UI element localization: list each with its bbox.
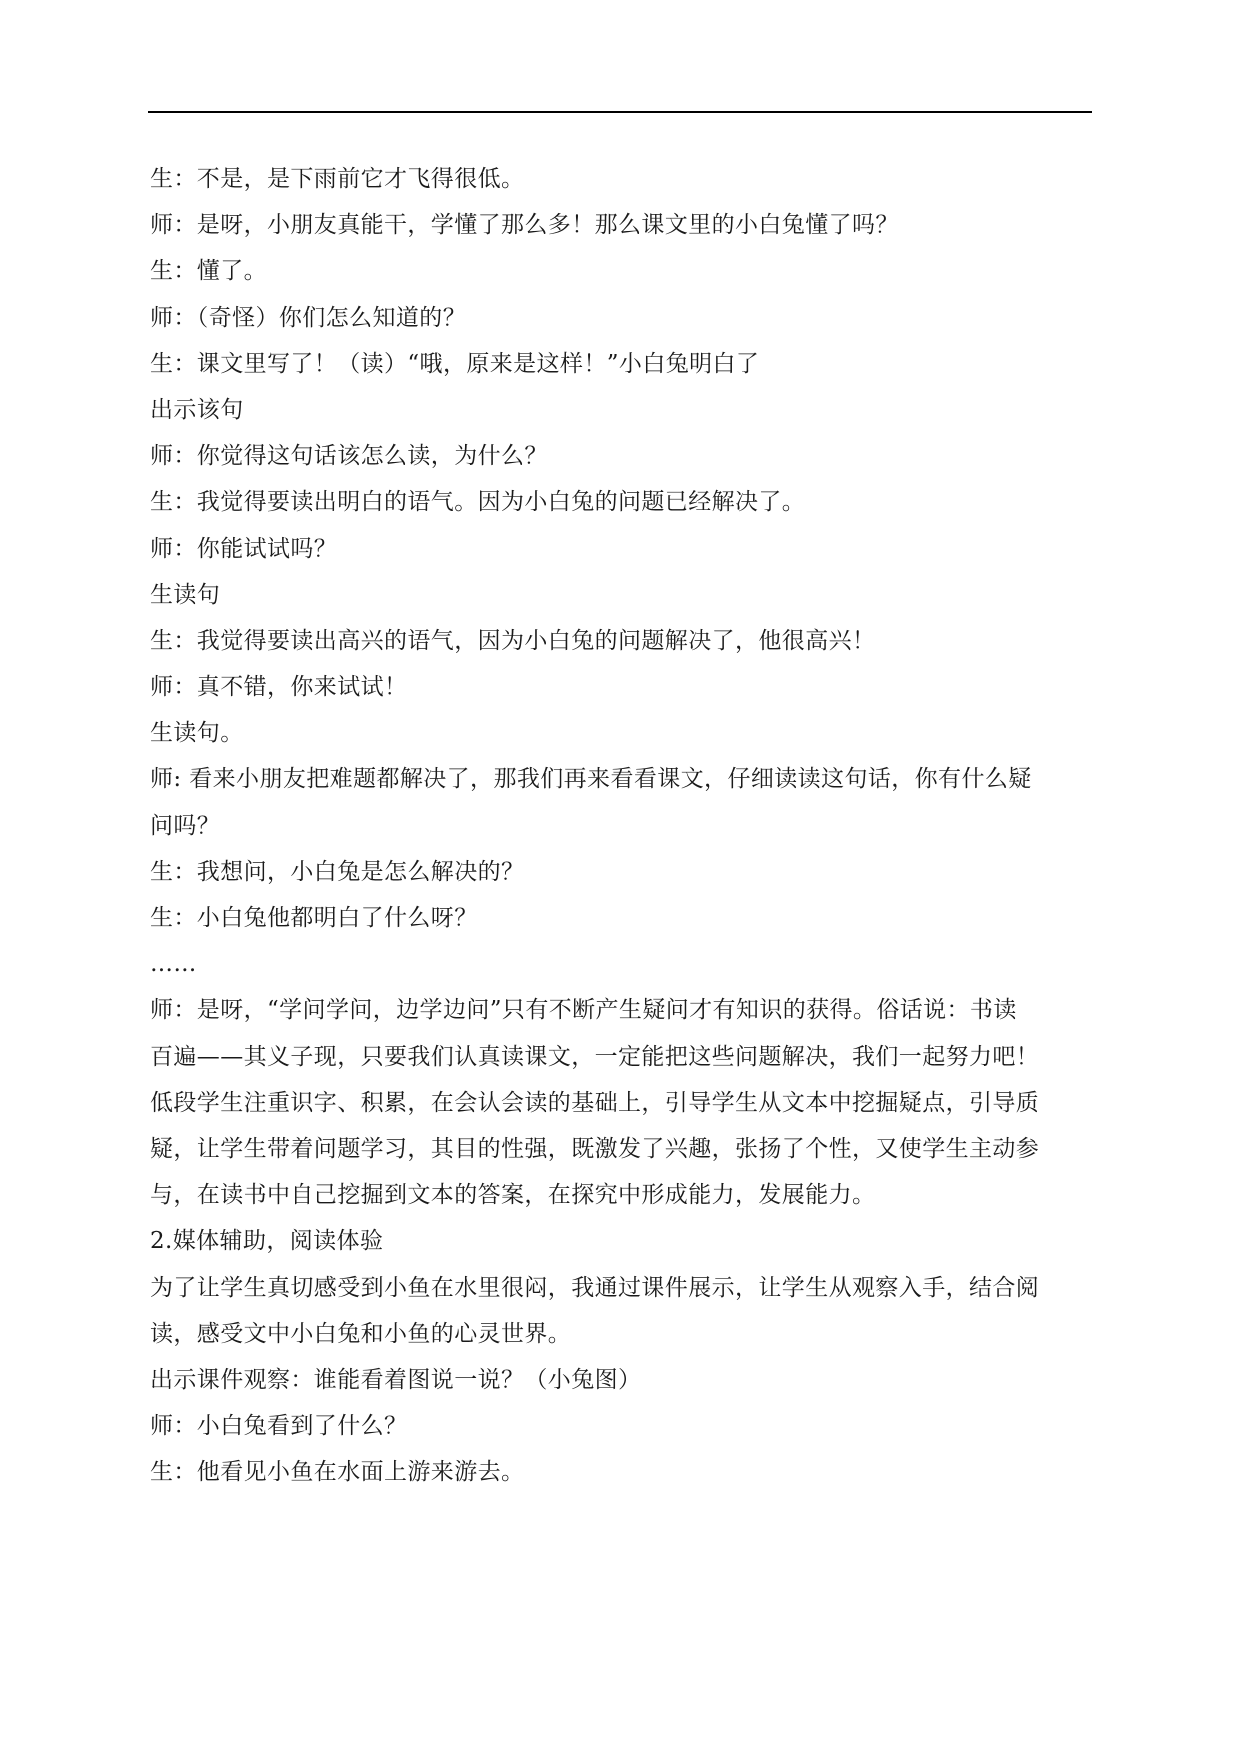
text-line: 百遍——其义子现，只要我们认真读课文，一定能把这些问题解决，我们一起努力吧！ — [150, 1043, 1040, 1070]
text-line: 师：你能试试吗？ — [150, 535, 338, 562]
text-line: 为了让学生真切感受到小鱼在水里很闷，我通过课件展示，让学生从观察入手，结合阅 — [150, 1274, 1040, 1301]
text-line: 生：小白兔他都明白了什么呀？ — [150, 905, 478, 931]
document-body — [150, 156, 1094, 1495]
text-line: 生：他看见小鱼在水面上游来游去。 — [150, 1459, 525, 1486]
section-heading: 2.媒体辅助，阅读体验 — [150, 1228, 384, 1255]
text-line: 师：（奇怪）你们怎么知道的？ — [150, 304, 467, 331]
text-line: 师：是呀，“学问学问，边学边问”只有不断产生疑问才有知识的获得。俗话说：书读 — [150, 997, 1017, 1024]
text-line: 师：你觉得这句话该怎么读，为什么？ — [150, 443, 548, 470]
text-line: 生：课文里写了！（读）“哦，原来是这样！”小白兔明白了 — [150, 350, 760, 377]
text-line: 出示课件观察：谁能看着图说一说？（小兔图） — [150, 1366, 642, 1393]
text-line: 疑，让学生带着问题学习，其目的性强，既激发了兴趣，张扬了个性，又使学生主动参 — [150, 1135, 1040, 1162]
text-line: 师：真不错，你来试试！ — [150, 674, 408, 701]
text-line: 问吗？ — [150, 812, 221, 839]
text-line: 生：我觉得要读出高兴的语气，因为小白兔的问题解决了，他很高兴！ — [150, 627, 876, 654]
text-line: 与，在读书中自己挖掘到文本的答案，在探究中形成能力，发展能力。 — [150, 1182, 876, 1209]
text-line: 师: 看来小朋友把难题都解决了，那我们再来看看课文，仔细读读这句话，你有什么疑 — [150, 766, 1032, 793]
text-line: 生读句 — [150, 581, 221, 608]
text-line: 师：小白兔看到了什么？ — [150, 1413, 408, 1440]
text-line: …… — [150, 951, 197, 978]
text-line: 生：我想问，小白兔是怎么解决的？ — [150, 858, 525, 885]
header-rule — [148, 111, 1092, 113]
text-line: 生：我觉得要读出明白的语气。因为小白兔的问题已经解决了。 — [150, 489, 806, 516]
text-line: 生：不是，是下雨前它才飞得很低。 — [150, 166, 525, 192]
text-line: 师：是呀，小朋友真能干，学懂了那么多！那么课文里的小白兔懂了吗？ — [150, 212, 899, 239]
text-line: 低段学生注重识字、积累，在会认会读的基础上，引导学生从文本中挖掘疑点，引导质 — [150, 1089, 1040, 1116]
text-line: 生读句。 — [150, 720, 244, 747]
text-line: 生：懂了。 — [150, 258, 267, 285]
text-line: 读，感受文中小白兔和小鱼的心灵世界。 — [150, 1320, 572, 1347]
text-line: 出示该句 — [150, 396, 244, 423]
